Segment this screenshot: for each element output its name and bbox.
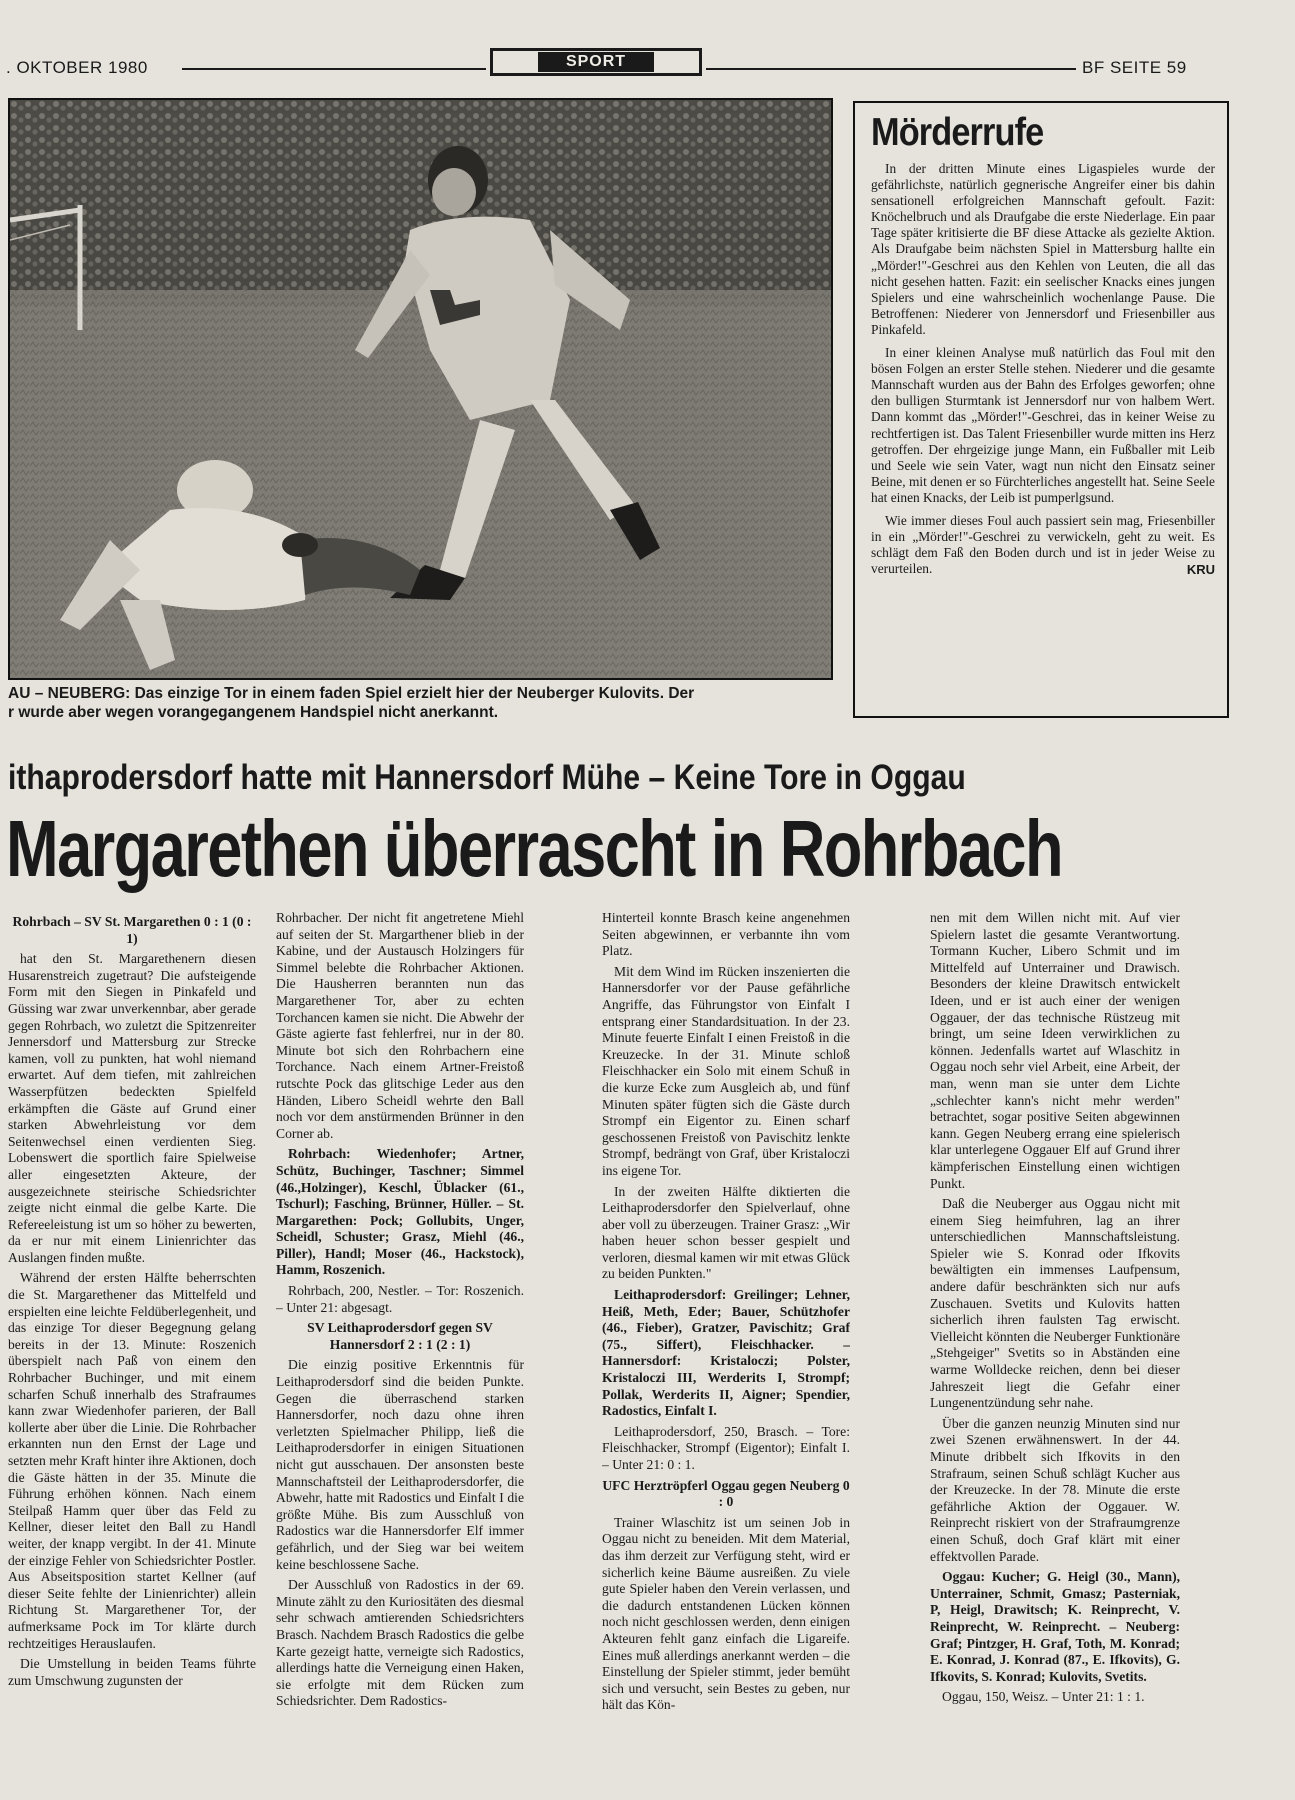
article-paragraph: Rohrbacher. Der nicht fit angetretene Miehl auf seiten der St. Margarthener blieb in der Kabine, und der Austausch Holzingers für Simmel belebte die Rohrbacher Aktionen. Die Hausherren berannten nun das Margarethener Tor, aber zu echten Torchancen kamen sie nicht. Die Abwehr der Gäste agierte fast fehlerfrei, nur in der 80. Minute bot sich den Rohrbachern eine Torchance. Nach einem Artner-Freistoß rutschte Pock das glitschige Leder aus den Händen, Libero Scheidl wehrte den Ball noch vor dem anstürmenden Brünner in den Corner ab.	[276, 910, 524, 1141]
commentary-paragraph: In einer kleinen Analyse muß natürlich das Foul mit den bösen Folgen an erster Stelle stehen. Niederer und die gesamte Mannschaft wurden aus der Bahn des Erfolges geworfen; ohne den bulligen Sturmtank ist Jennersdorf nur von halbem Wert. Dann kommt das „Mörder!"-Geschrei, das in keiner Weise zu rechtfertigen ist. Das Talent Friesenbiller wurde mitten ins Herz getroffen. Der ehrgeizige junge Mann, ein Fußballer mit Leib und Seele wie sein Vater, wagt nun nicht den Einsatz seiner Beine, mit denen er so Fürchterliches angestellt hat. Seine Seele hat einen Knacks, der Leib ist pumperlgsund.	[871, 345, 1215, 505]
match-info: Oggau, 150, Weisz. – Unter 21: 1 : 1.	[942, 1689, 1145, 1705]
match-photo-image	[10, 100, 831, 678]
article-column-3	[602, 910, 850, 1790]
article-column-4	[930, 910, 1180, 1790]
article-kicker: ithaprodersdorf hatte mit Hannersdorf Mühe – Keine Tore in Oggau	[8, 758, 966, 797]
article-headline: Margarethen überrascht in Rohrbach	[6, 804, 1063, 893]
section-label	[490, 48, 702, 76]
team-lineup: Leithaprodersdorf: Greilinger; Lehner, Heiß, Meth, Eder; Bauer, Schützhofer (46., Fieber), Gratzer, Pavischitz; Graf (75., Siffert), Fleischhacker. – Hannersdorf: Kristaloczi; Polster, Kristaloczi III, Werderits I, Strompf; Pollak, Werderits II, Aigner; Spendier, Radostics, Einfalt I.	[602, 1287, 850, 1419]
match-subheading: UFC Herztröpferl Oggau gegen Neuberg 0 : 0	[602, 1477, 850, 1510]
article-paragraph: Mit dem Wind im Rücken inszenierten die Hannersdorfer vor der Pause gefährliche Angriffe, das Führungstor von Einfalt I entsprang einer Standardsituation. In der 23. Minute feuerte Einfalt I einen Freistoß in die Kreuzecke. In der 31. Minute schloß Fleischhacker ein Solo mit einem Schuß in die kurze Ecke zum Ausgleich ab, und fünf Minuten später fügten sich die Gäste durch Strompf ein Eigentor zu. Einen scharf geschossenen Freistoß von Pavischitz lenkte Strompf, bedrängt von Graf, über Kristaloczi ins eigene Tor.	[602, 963, 850, 1178]
article-paragraph: In der zweiten Hälfte diktierten die Leithaprodersdorfer den Spielverlauf, ohne aber voll zu überzeugen. Trainer Grasz: „Wir haben heuer schon besser gespielt und verloren, diesmal kamen wir mit etwas Glück zu beiden Punkten."	[602, 1183, 850, 1282]
article-paragraph: Daß die Neuberger aus Oggau nicht mit einem Sieg heimfuhren, lag an ihrer unterschiedlichen Mannschaftsleistung. Spieler wie S. Konrad oder Ifkovits bewältigten ein immenses Laufpensum, andere dafür beschränkten sich nur aufs Zuschauen. Svetits und Kulovits hatten sicherlich ihren faulsten Tag erwischt. Vielleicht könnten die Neuberger Funktionäre „Stehgeiger" Svetits so in Abständen eine warme Wolldecke reichen, denn bei dieser Jahreszeit liegt die Gefahr einer Lungenentzündung sehr nahe.	[930, 1196, 1180, 1411]
header-rule-left	[182, 68, 486, 70]
header-rule-right	[706, 68, 1076, 70]
section-label-text: SPORT	[538, 52, 654, 72]
article-paragraph: Trainer Wlaschitz ist um seinen Job in Oggau nicht zu beneiden. Mit dem Material, das ihm derzeit zur Verfügung steht, wird er sicherlich keine Bäume ausreißen. Zu viele gute Spieler haben den Verein verlassen, und die dadurch entstandenen Lücken können noch nicht geschlossen werden, denn einigen Akteuren fehlt ganz einfach die Ligareife. Eines muß allerdings anerkannt werden – die Einstellung der Spieler stimmt, jeder bemüht sich und versucht, sein Bestes zu geben, nur hält das Kön-	[602, 1514, 850, 1713]
commentary-author: KRU	[1186, 562, 1215, 578]
article-paragraph: hat den St. Margarethenern diesen Husarenstreich zugetraut? Die aufsteigende Form mit den Siegen in Pinkafeld und Güssing war zwar unverkennbar, aber gerade gegen Rohrbach, wo zuletzt die Spitzenreiter Jennersdorf und Mattersburg zur Strecke kamen, voll zu punkten, hat wohl niemand erwartet. Auf dem tiefen, mit zahlreichen Wasserpfützen bedeckten Spielfeld erkämpften die Gäste auf Grund einer starken Abwehrleistung vor dem Seitenwechsel einen verdienten Sieg. Lobenswert die sportlich faire Spielweise aller eingesetzten Akteure, der ausgezeichnete steirische Schiedsrichter zeigte nicht einmal die gelbe Karte. Die Refereeleistung ist um so höher zu bewerten, da er nur mit einem Linienrichter das Auslangen finden mußte.	[8, 951, 256, 1265]
photo-caption	[8, 684, 838, 722]
article-column-2	[276, 910, 524, 1790]
match-info: Rohrbach, 200, Nestler. – Tor: Roszenich. – Unter 21: abgesagt.	[276, 1283, 524, 1315]
photo-caption-line-2: r wurde aber wegen vorangegangenem Handspiel nicht anerkannt.	[8, 704, 499, 721]
article-paragraph: Hinterteil konnte Brasch keine angenehmen Seiten abgewinnen, er verbannte ihn vom Platz.	[602, 910, 850, 959]
article-paragraph: Die Umstellung in beiden Teams führte zum Umschwung zugunsten der	[8, 1656, 256, 1688]
header-date: . OKTOBER 1980	[6, 58, 148, 77]
commentary-title: Mörderrufe	[871, 111, 1044, 154]
article-paragraph: Über die ganzen neunzig Minuten sind nur zwei Szenen erwähnenswert. In der 44. Minute dribbelt sich Ifkovits in den Strafraum, seinen Schuß schlägt Kucher aus der Kreuzecke. In der 78. Minute die erste gefährliche Aktion der Oggauer. W. Reinprecht riskiert von der Strafraumgrenze einen Schuß, doch Graf klärt mit einer effektvollen Parade.	[930, 1415, 1180, 1564]
commentary-paragraph: Wie immer dieses Foul auch passiert sein mag, Friesenbiller in ein „Mörder!"-Geschrei zu verwickeln, geht zu weit. Es schlägt dem Faß den Boden durch und ist in jeder Weise zu verurteilen.	[871, 512, 1215, 577]
header-page-number: BF SEITE 59	[1082, 58, 1187, 77]
photo-caption-line-1: AU – NEUBERG: Das einzige Tor in einem faden Spiel erzielt hier der Neuberger Kulovits. Der	[8, 685, 695, 702]
article-paragraph: Während der ersten Hälfte beherrschten die St. Margarethener das Mittelfeld und erspielten eine leichte Feldüberlegenheit, und das einzige Tor dieser Begegnung gelang bereits in der 13. Minute: Roszenich überspielt nach Paß von einem den Rohrbacher Buchinger, und mit einem scharfen Schuß innerhalb des Strafraumes kann zwar Wiedenhofer parieren, der Ball kollerte aber über die Linie. Die Rohrbacher erkannten nun den Ernst der Lage und setzten mehr Kraft hinter ihre Aktionen, doch die Gäste hätten in der 35. Minute die Führung erhöhen können. Nach einem Steilpaß Hamm quer über das Feld zu Kellner, dieser leitet den Ball zu Handl weiter, der knapp vergibt. In der 41. Minute der einzige Fehler von Schiedsrichter Postler. Aus Abseitsposition startet Kellner (auf dieser Seite fehlte der Linienrichter) allein Richtung St. Margarethener Tor, der aufmerksame Pock im Tor klärte durch rechtzeitiges Herauslaufen.	[8, 1270, 256, 1651]
article-paragraph: Die einzig positive Erkenntnis für Leithaprodersdorf sind die beiden Punkte. Gegen die überraschend starken Hannersdorfer, noch dazu ohne ihren verletzten Spielmacher Philipp, ließ die Leithaprodersdorfer in einigen Situationen nicht gut ausschauen. Der ansonsten beste Mannschaftsteil der Leithaprodersdorfer, die Abwehr, hatte mit Radostics und Einfalt I die größte Mühe. Bis zum Ausschluß von Radostics war die Hannersdorfer Elf immer gefährlich, und der Sieg war bei weitem keine beschlossene Sache.	[276, 1357, 524, 1572]
article-paragraph: nen mit dem Willen nicht mit. Auf vier Spielern lastet die gesamte Verantwortung. Tormann Kucher, Libero Schmit und im Mittelfeld auf Unterrainer und Drawisch. Besonders der kleine Drawitsch entwickelt Ideen, und er ist auch einer der wenigen Oggauer, der das technische Rüstzeug mit bringt, um seine Ideen verwirklichen zu können. Jedenfalls wartet auf Wlaschitz in Oggau noch sehr viel Arbeit, eine Arbeit, der man, wenn man sie unter dem Lichte „schlechter kann's nicht mehr werden" betrachtet, sogar positive Seiten abgewinnen kann. Gegen Neuberg errang eine spielerisch klar unterlegene Oggauer Elf auf Grund ihrer kämpferischen Einstellung einen wichtigen Punkt.	[930, 910, 1180, 1191]
commentary-paragraph: In der dritten Minute eines Ligaspieles wurde der gefährlichste, natürlich gegnerische Angreifer einer bis dahin sensationell erfolgreichen Mannschaft gefoult. Fazit: Knöchelbruch und als Draufgabe die erste Niederlage. Ein paar Tage später kritisierte die BF diese Attacke als gezielte Aktion. Als Draufgabe beim nächsten Spiel in Mattersburg hallte ein „Mörder!"-Geschrei aus den Kehlen von Leuten, die all das nicht gesehen hatten. Fazit: ein seelischer Knacks eines jungen Spielers und eine wahrscheinlich wochenlange Pause. Die Betroffenen: Niederer von Jennersdorf und Friesenbiller aus Pinkafeld.	[871, 161, 1215, 337]
team-lineup: Rohrbach: Wiedenhofer; Artner, Schütz, Buchinger, Taschner; Simmel (46.,Holzinger), Keschl, Üblacker (61., Tschurl); Fasching, Brünner, Hüller. – St. Margarethen: Pock; Gollubits, Unger, Scheidl, Schuster; Grasz, Miehl (46., Piller), Handl; Moser (46., Hackstock), Hamm, Roszenich.	[276, 1146, 524, 1278]
match-photo	[8, 98, 833, 680]
article-paragraph: Der Ausschluß von Radostics in der 69. Minute zählt zu den Kuriositäten des diesmal sehr schwach amtierenden Schiedsrichters Brasch. Nachdem Brasch Radostics die gelbe Karte gezeigt hatte, verneigte sich Radostics, allerdings hatte die Verneigung einen Haken, sie erfolgte mit dem Rücken zum Schiedsrichter. Dem Radostics-	[276, 1577, 524, 1709]
match-subheading: SV Leithaprodersdorf gegen SV Hannersdorf 2 : 1 (2 : 1)	[307, 1320, 493, 1352]
team-lineup: Oggau: Kucher; G. Heigl (30., Mann), Unterrainer, Schmit, Gmasz; Pasterniak, P, Heigl, Drawitsch; K. Reinprecht, V. Reinprecht, W. Reinprecht. – Neuberg: Graf; Pintzger, H. Graf, Toth, M. Konrad; E. Konrad, J. Konrad (87., E. Ifkovits), G. Ifkovits, S. Konrad; Kulovits, Svetits.	[930, 1569, 1180, 1684]
match-subheading: Rohrbach – SV St. Margarethen 0 : 1 (0 : 1)	[12, 914, 252, 946]
commentary-box	[853, 101, 1229, 718]
article-column-1	[8, 910, 256, 1790]
match-info: Leithaprodersdorf, 250, Brasch. – Tore: Fleischhacker, Strompf (Eigentor); Einfalt I. – Unter 21: 0 : 1.	[602, 1423, 850, 1472]
